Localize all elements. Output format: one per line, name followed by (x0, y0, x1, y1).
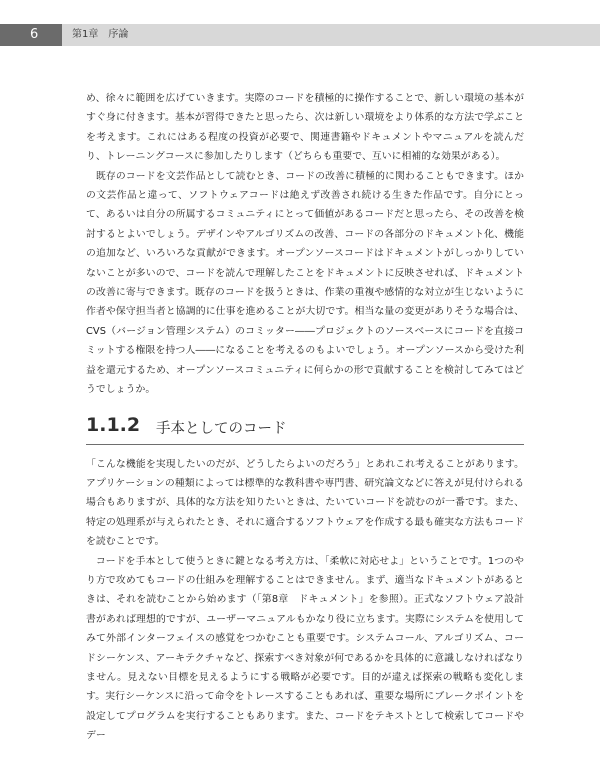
body-paragraph: コードを手本として使うときに鍵となる考え方は、「柔軟に対応せよ」ということです。1つのやり方で攻めてもコードの仕組みを理解することはできません。まず、適当なドキュメントがあるときは、それを読むことから始めます（「第8章 ドキュメント」を参照）。正式なソフトウェア設計書があれば理想的ですが、ユーザーマニュアルもかなり役に立ちます。実際にシステムを使用してみて外部インターフェイスの感覚をつかむことも重要です。システムコール、アルゴリズム、コードシーケンス、アーキテクチャなど、探索すべき対象が何であるかを具体的に意識しなければなりません。見えない目標を見えるようにする戦略が必要です。目的が違えば探索の戦略も変化します。実行シーケンスに沿って命令をトレースすることもあれば、重要な場所にブレークポイントを設定してプログラムを実行することもあります。また、コードをテキストとして検索してコードやデー (86, 555, 524, 742)
body-paragraph: 「こんな機能を実現したいのだが、どうしたらよいのだろう」とあれこれ考えることがあります。アプリケーションの種類によっては標準的な教科書や専門書、研究論文などに答えが見付けられる場合もありますが、具体的な方法を知りたいときは、たいていコードを読むのが一番です。また、特定の処理系が与えられたとき、それに適合するソフトウェアを作成する最も確実な方法もコードを読むことです。 (86, 458, 524, 548)
section-number: 1.1.2 (86, 413, 141, 436)
section-heading (86, 412, 524, 445)
chapter-title: 第1章 序論 (72, 29, 129, 40)
body-paragraph: め、徐々に範囲を広げていきます。実際のコードを積極的に操作することで、新しい環境の基本がすぐ身に付きます。基本が習得できたと思ったら、次は新しい環境をより体系的な方法で学ぶことを考えます。これにはある程度の投資が必要で、関連書籍やドキュメントやマニュアルを読んだり、トレーニングコースに参加したりします（どちらも重要で、互いに相補的な効果がある）。 (86, 93, 524, 163)
page-number-box (0, 24, 62, 46)
page-number: 6 (30, 27, 39, 42)
running-header (0, 24, 600, 46)
body-paragraph: 既存のコードを文芸作品として読むとき、コードの改善に積極的に関わることもできます。ほかの文芸作品と違って、ソフトウェアコードは絶えず改善され続ける生きた作品です。自分にとって、あるいは自分の所属するコミュニティにとって価値があるコードだと思ったら、その改善を検討するとよいでしょう。デザインやアルゴリズムの改善、コードの各部分のドキュメント化、機能の追加など、いろいろな貢献ができます。オープンソースコードはドキュメントがしっかりしていないことが多いので、コードを読んで理解したことをドキュメントに反映させれば、ドキュメントの改善に寄与できます。既存のコードを扱うときは、作業の重複や感情的な対立が生じないように作者や保守担当者と協調的に仕事を進めることが大切です。相当な量の変更がありそうな場合は、CVS（バージョン管理システム）のコミッター――プロジェクトのソースベースにコードを直接コミットする権限を持つ人――になることを考えるのもよいでしょう。オープンソースから受けた利益を還元するため、オープンソースコミュニティに何らかの形で貢献することを検討してみてはどうでしょうか。 (86, 170, 524, 396)
section-title: 手本としてのコード (156, 420, 287, 437)
page-body (86, 89, 524, 746)
chapter-label-bar (62, 24, 600, 46)
